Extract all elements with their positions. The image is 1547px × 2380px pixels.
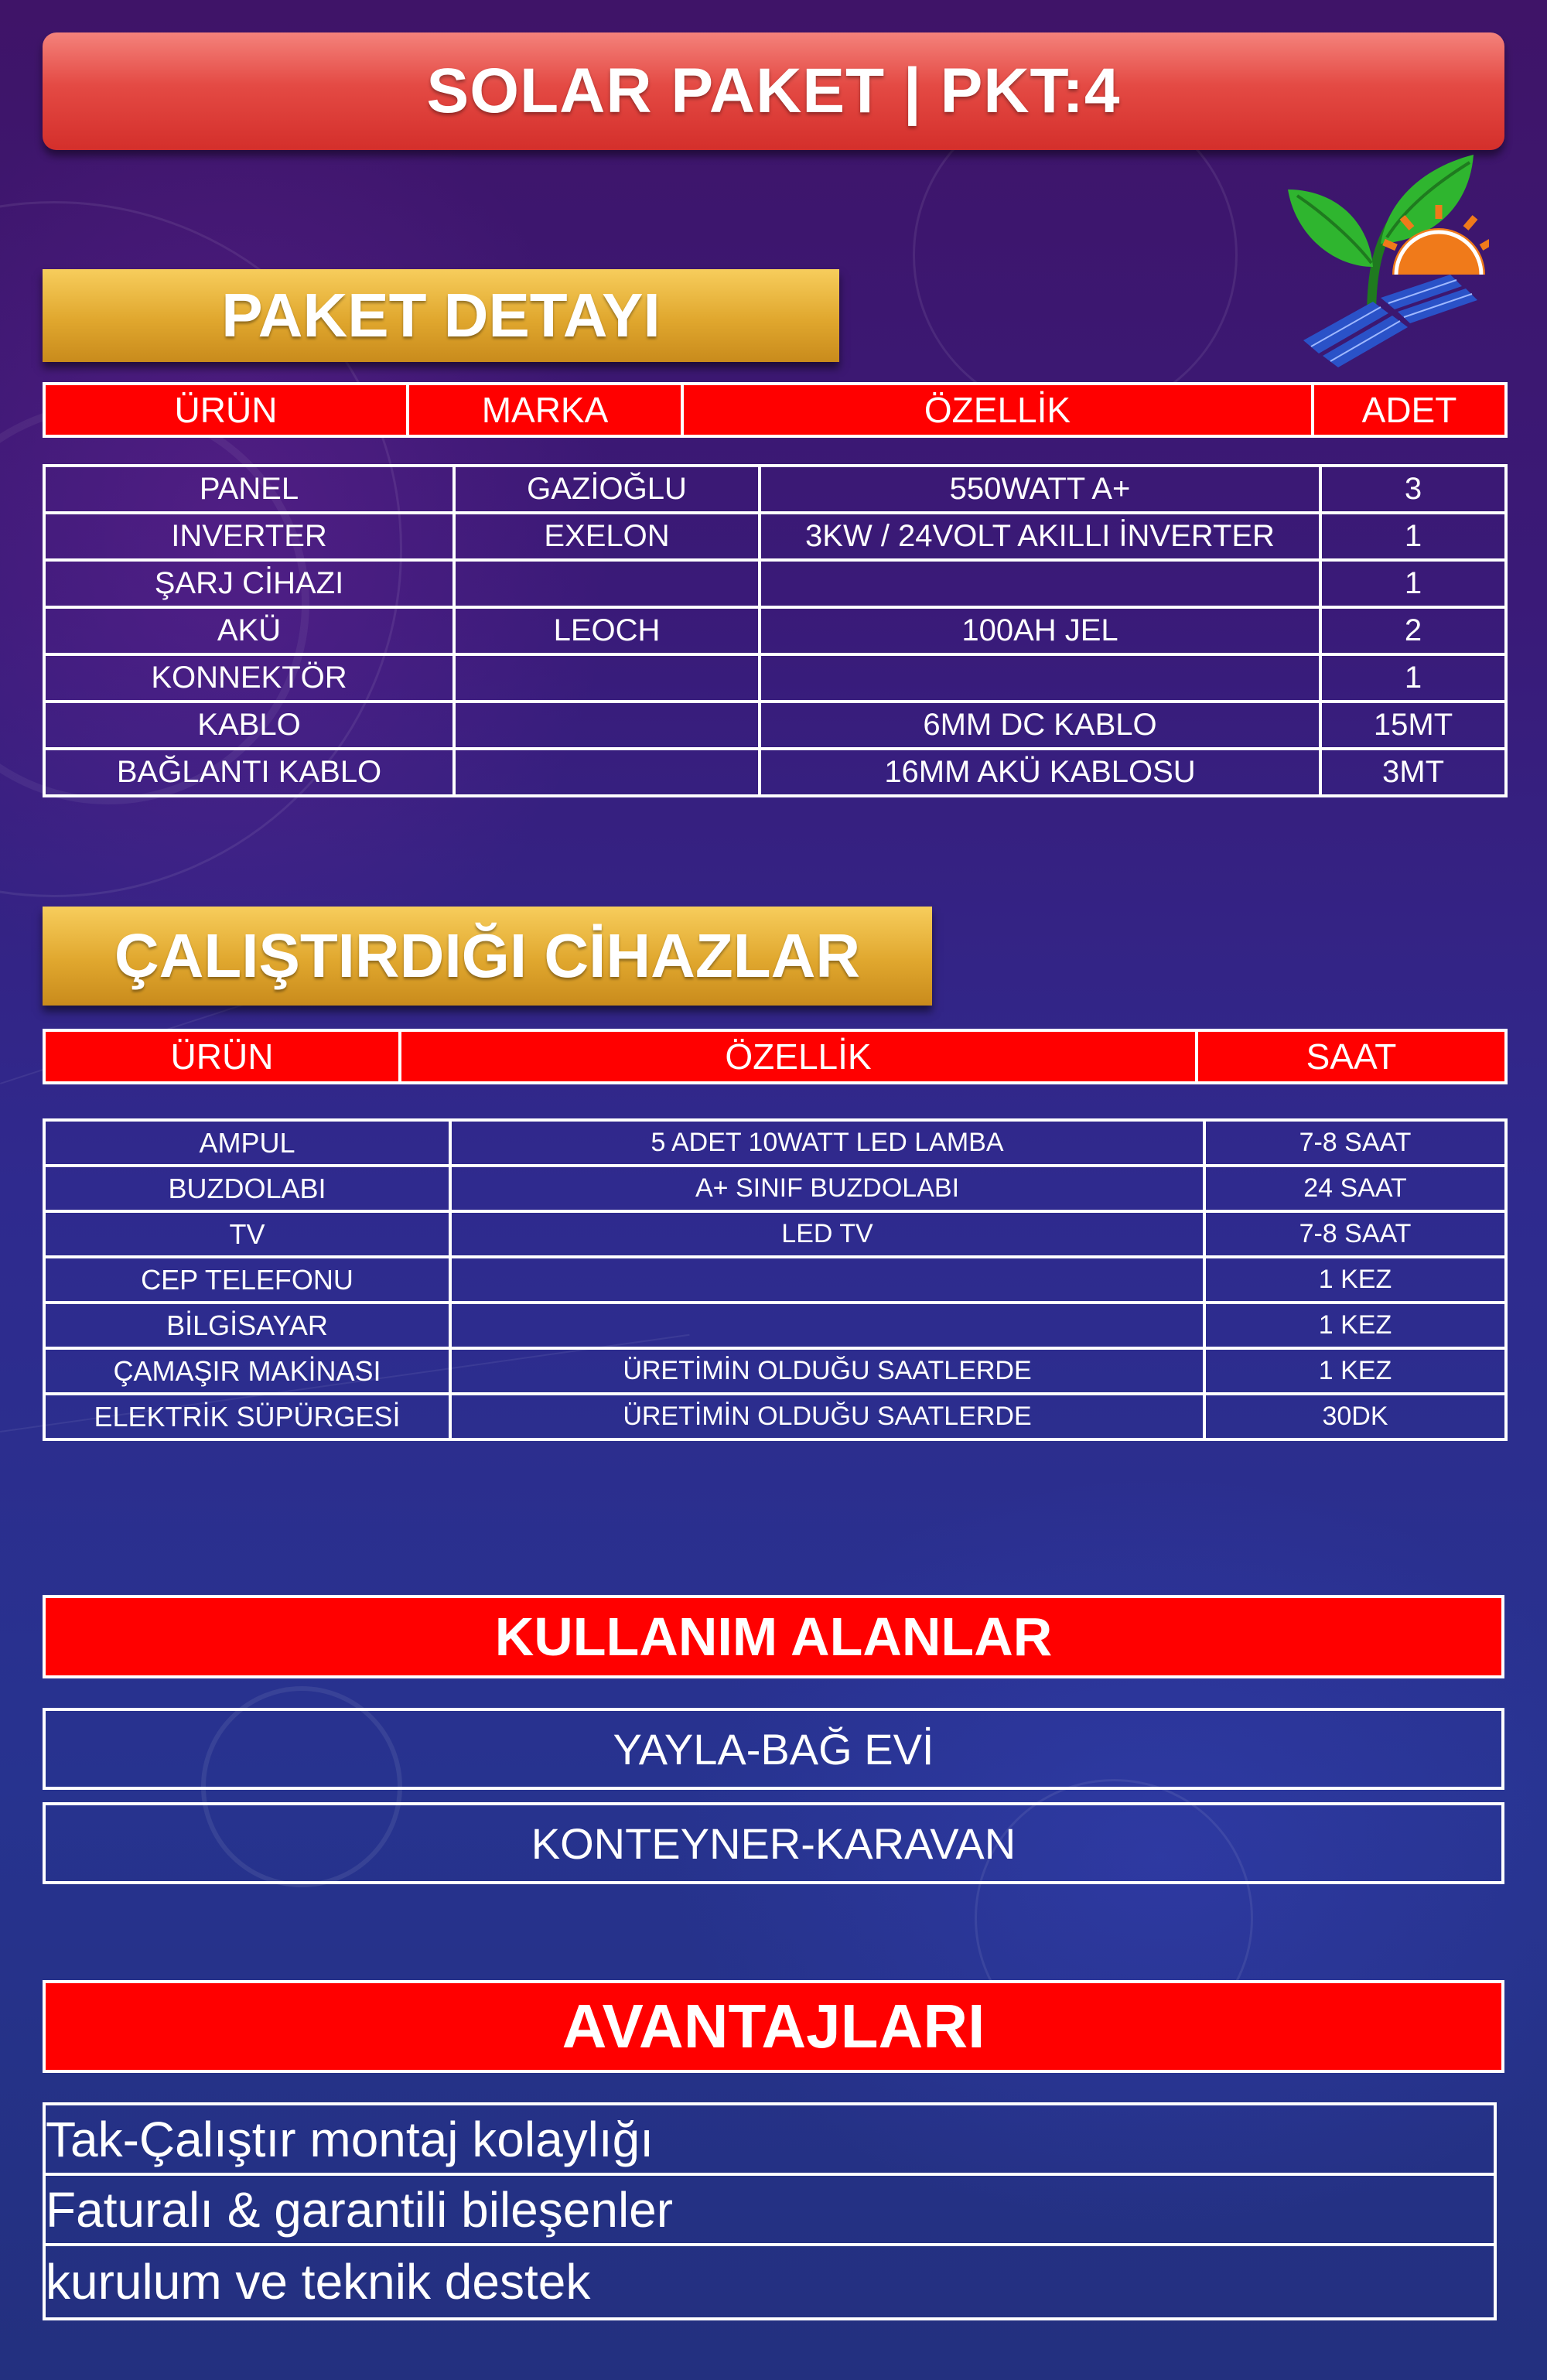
- feature-cell: 6MM DC KABLO: [760, 702, 1320, 749]
- feature-cell: 3KW / 24VOLT AKILLI İNVERTER: [760, 513, 1320, 560]
- quantity-cell: 1: [1320, 513, 1506, 560]
- solar-leaf-logo-icon: [1280, 151, 1489, 367]
- column-header: ÜRÜN: [44, 1030, 400, 1083]
- table-row: [44, 1394, 1506, 1439]
- column-header: ÜRÜN: [44, 384, 408, 436]
- quantity-cell: 1: [1320, 654, 1506, 702]
- devices-table: [43, 1118, 1508, 1441]
- feature-cell: 100AH JEL: [760, 607, 1320, 654]
- feature-cell: [450, 1303, 1204, 1348]
- feature-cell: 550WATT A+: [760, 466, 1320, 513]
- feature-cell: A+ SINIF BUZDOLABI: [450, 1166, 1204, 1211]
- table-row: [44, 1120, 1506, 1166]
- hours-cell: 1 KEZ: [1204, 1348, 1506, 1394]
- package-details-heading: PAKET DETAYI: [43, 269, 839, 362]
- product-cell: ŞARJ CİHAZI: [44, 560, 454, 607]
- table-row: [44, 560, 1506, 607]
- quantity-cell: 3MT: [1320, 749, 1506, 796]
- advantages-heading: AVANTAJLARI: [43, 1980, 1504, 2073]
- product-cell: PANEL: [44, 466, 454, 513]
- usage-item: KONTEYNER-KARAVAN: [43, 1802, 1504, 1884]
- hours-cell: 7-8 SAAT: [1204, 1211, 1506, 1257]
- table-row: [44, 702, 1506, 749]
- table-row: [44, 1211, 1506, 1257]
- package-table: [43, 464, 1508, 797]
- quantity-cell: 2: [1320, 607, 1506, 654]
- advantage-item: Faturalı & garantili bileşenler: [46, 2176, 1494, 2246]
- quantity-cell: 1: [1320, 560, 1506, 607]
- table-row: [44, 607, 1506, 654]
- device-cell: BUZDOLABI: [44, 1166, 450, 1211]
- table-row: [44, 466, 1506, 513]
- hours-cell: 1 KEZ: [1204, 1303, 1506, 1348]
- feature-cell: ÜRETİMİN OLDUĞU SAATLERDE: [450, 1394, 1204, 1439]
- device-cell: ELEKTRİK SÜPÜRGESİ: [44, 1394, 450, 1439]
- column-header: ÖZELLİK: [682, 384, 1313, 436]
- feature-cell: [450, 1257, 1204, 1303]
- product-cell: INVERTER: [44, 513, 454, 560]
- brand-cell: [454, 749, 760, 796]
- advantage-item: kurulum ve teknik destek: [46, 2253, 591, 2310]
- product-cell: BAĞLANTI KABLO: [44, 749, 454, 796]
- feature-cell: ÜRETİMİN OLDUĞU SAATLERDE: [450, 1348, 1204, 1394]
- devices-table-header: [43, 1029, 1508, 1084]
- product-cell: AKÜ: [44, 607, 454, 654]
- column-header: MARKA: [408, 384, 682, 436]
- device-cell: ÇAMAŞIR MAKİNASI: [44, 1348, 450, 1394]
- product-cell: KONNEKTÖR: [44, 654, 454, 702]
- device-cell: CEP TELEFONU: [44, 1257, 450, 1303]
- column-header: SAAT: [1197, 1030, 1506, 1083]
- hours-cell: 1 KEZ: [1204, 1257, 1506, 1303]
- quantity-cell: 3: [1320, 466, 1506, 513]
- usage-heading: KULLANIM ALANLAR: [43, 1595, 1504, 1678]
- brand-cell: [454, 654, 760, 702]
- table-row: [44, 749, 1506, 796]
- advantages-list: [43, 2102, 1497, 2320]
- table-row: [44, 513, 1506, 560]
- table-row: [44, 1257, 1506, 1303]
- brand-cell: GAZİOĞLU: [454, 466, 760, 513]
- devices-heading: ÇALIŞTIRDIĞI CİHAZLAR: [43, 907, 932, 1006]
- column-header: ÖZELLİK: [400, 1030, 1197, 1083]
- brand-cell: [454, 702, 760, 749]
- device-cell: AMPUL: [44, 1120, 450, 1166]
- feature-cell: LED TV: [450, 1211, 1204, 1257]
- device-cell: TV: [44, 1211, 450, 1257]
- feature-cell: 16MM AKÜ KABLOSU: [760, 749, 1320, 796]
- package-table-header: [43, 382, 1508, 438]
- feature-cell: 5 ADET 10WATT LED LAMBA: [450, 1120, 1204, 1166]
- feature-cell: [760, 654, 1320, 702]
- usage-item: YAYLA-BAĞ EVİ: [43, 1708, 1504, 1790]
- device-cell: BİLGİSAYAR: [44, 1303, 450, 1348]
- table-row: [44, 1166, 1506, 1211]
- brand-cell: [454, 560, 760, 607]
- column-header: ADET: [1313, 384, 1506, 436]
- quantity-cell: 15MT: [1320, 702, 1506, 749]
- hours-cell: 24 SAAT: [1204, 1166, 1506, 1211]
- table-row: [44, 1348, 1506, 1394]
- feature-cell: [760, 560, 1320, 607]
- brand-cell: EXELON: [454, 513, 760, 560]
- page-title: SOLAR PAKET | PKT:4: [43, 32, 1504, 150]
- product-cell: KABLO: [44, 702, 454, 749]
- hours-cell: 7-8 SAAT: [1204, 1120, 1506, 1166]
- brand-cell: LEOCH: [454, 607, 760, 654]
- table-row: [44, 654, 1506, 702]
- table-row: [44, 1303, 1506, 1348]
- hours-cell: 30DK: [1204, 1394, 1506, 1439]
- advantage-item: Tak-Çalıştır montaj kolaylığı: [46, 2105, 1494, 2176]
